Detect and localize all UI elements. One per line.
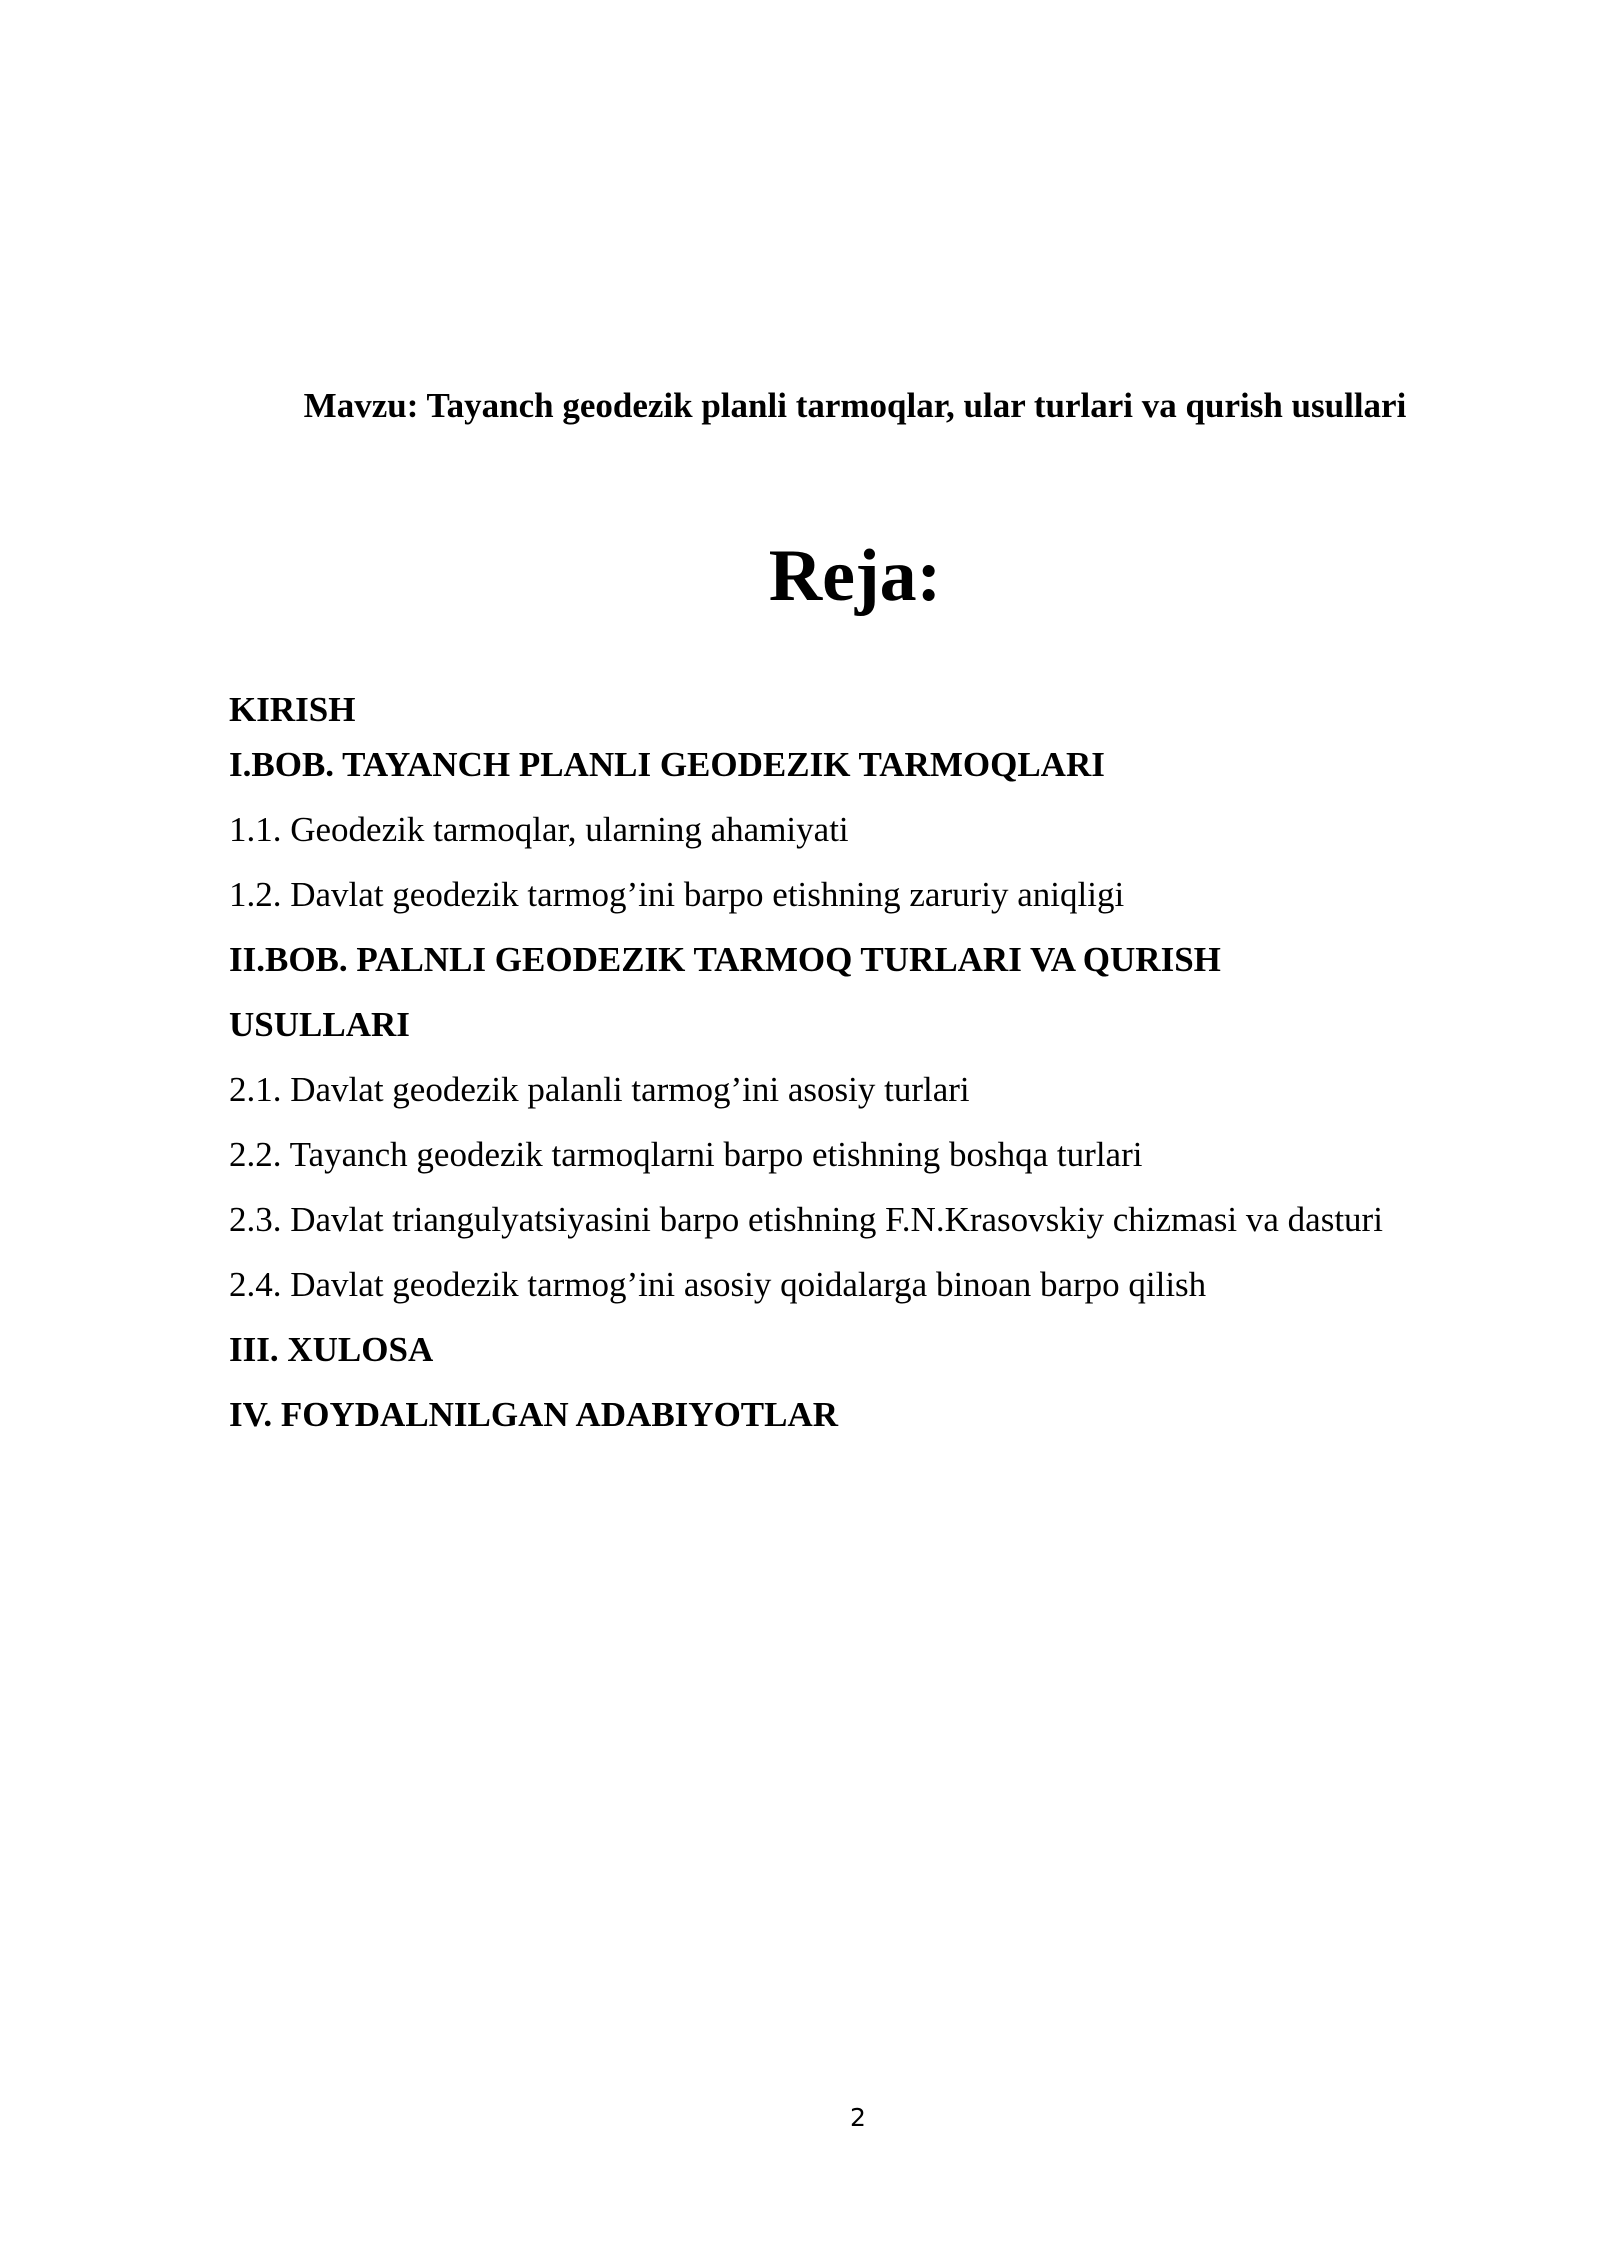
toc-item-section-2-4: 2.4. Davlat geodezik tarmog’ini asosiy qoidalarga binoan barpo qilish [229, 1265, 1207, 1304]
toc-item-references: IV. FOYDALNILGAN ADABIYOTLAR [229, 1395, 839, 1434]
toc-item-conclusion: III. XULOSA [229, 1330, 434, 1369]
document-topic: Mavzu: Tayanch geodezik planli tarmoqlar, ular turlari va qurish usullari [303, 386, 1407, 425]
toc-item-introduction: KIRISH [229, 690, 356, 729]
toc-item-section-2-3: 2.3. Davlat triangulyatsiyasini barpo etishning F.N.Krasovskiy chizmasi va dasturi [229, 1200, 1383, 1239]
toc-item-chapter-2-continued: USULLARI [229, 1005, 410, 1044]
toc-item-section-1-2: 1.2. Davlat geodezik tarmog’ini barpo etishning zaruriy aniqligi [229, 875, 1125, 914]
toc-item-chapter-2: II.BOB. PALNLI GEODEZIK TARMOQ TURLARI VA QURISH [229, 940, 1221, 979]
toc-item-section-1-1: 1.1. Geodezik tarmoqlar, ularning ahamiyati [229, 810, 849, 849]
toc-item-chapter-1: I.BOB. TAYANCH PLANLI GEODEZIK TARMOQLARI [229, 745, 1105, 784]
page-number: 2 [850, 2103, 866, 2132]
toc-item-section-2-1: 2.1. Davlat geodezik palanli tarmog’ini asosiy turlari [229, 1070, 970, 1109]
table-of-contents [229, 688, 1529, 1447]
plan-title: Reja: [768, 535, 942, 617]
toc-item-section-2-2: 2.2. Tayanch geodezik tarmoqlarni barpo etishning boshqa turlari [229, 1135, 1143, 1174]
